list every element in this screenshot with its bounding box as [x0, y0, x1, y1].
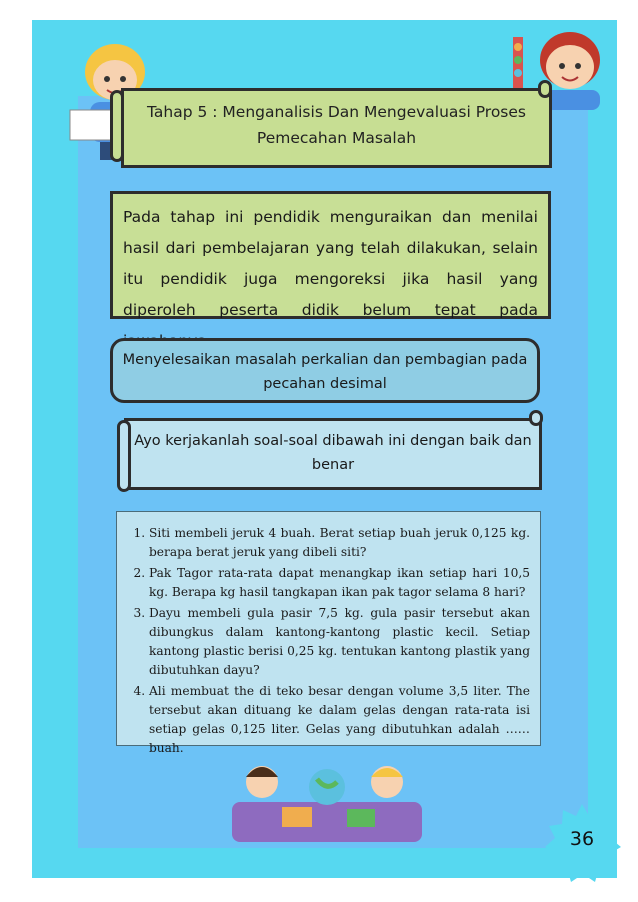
header-scroll-banner	[121, 88, 552, 168]
scroll-curl-left	[110, 90, 124, 162]
problem-list	[125, 524, 530, 758]
problem-item: 4. Ali membuat the di teko besar dengan volume 3,5 liter. The tersebut akan dituang ke dalam gelas dengan rata-rata isi setiap gelas 0,125 liter. Gelas yang dibutuhkan adalah …… buah.	[149, 682, 530, 758]
page-number: 36	[569, 828, 595, 850]
topic-line2: pecahan desimal	[263, 376, 387, 392]
problem-item: 1. Siti membeli jeruk 4 buah. Berat setiap buah jeruk 0,125 kg. berapa berat jeruk yang dibeli siti?	[149, 524, 530, 562]
header-title-line1: Tahap 5 : Menganalisis Dan Mengevaluasi Proses	[147, 103, 526, 121]
intro-text-box	[110, 191, 551, 319]
problems-box	[116, 511, 541, 755]
instruction-curl-left	[117, 420, 131, 492]
instruction-curl-right	[529, 410, 543, 426]
scroll-curl-right	[538, 80, 552, 98]
intro-text: Pada tahap ini pendidik menguraikan dan menilai hasil dari pembelajaran yang telah dilakukan, selain itu pendidik juga mengoreksi jika hasil yang diperoleh peserta didik belum tepat pada	[123, 208, 538, 319]
instruction-line1: Ayo kerjakanlah soal-soal dibawah ini dengan baik dan	[134, 433, 532, 449]
topic-line1: Menyelesaikan masalah perkalian dan pembagian pada	[122, 352, 528, 368]
instruction-line2: benar	[311, 457, 355, 473]
problem-item: 2. Pak Tagor rata-rata dapat menangkap ikan setiap hari 10,5 kg. Berapa kg hasil tangkapan ikan pak tagor selama 8 hari?	[149, 564, 530, 602]
kids-studying-illustration-icon	[222, 757, 432, 849]
topic-box	[110, 338, 540, 403]
instruction-banner	[124, 418, 542, 490]
problem-item: 3. Dayu membeli gula pasir 7,5 kg. gula pasir tersebut akan dibungkus dalam kantong-kantong plastic kecil. Setiap kantong plastic berisi 0,25 kg. tentukan kantong plastik yang dibutuhkan dayu?	[149, 604, 530, 680]
header-title-line2: Pemecahan Masalah	[256, 129, 417, 147]
